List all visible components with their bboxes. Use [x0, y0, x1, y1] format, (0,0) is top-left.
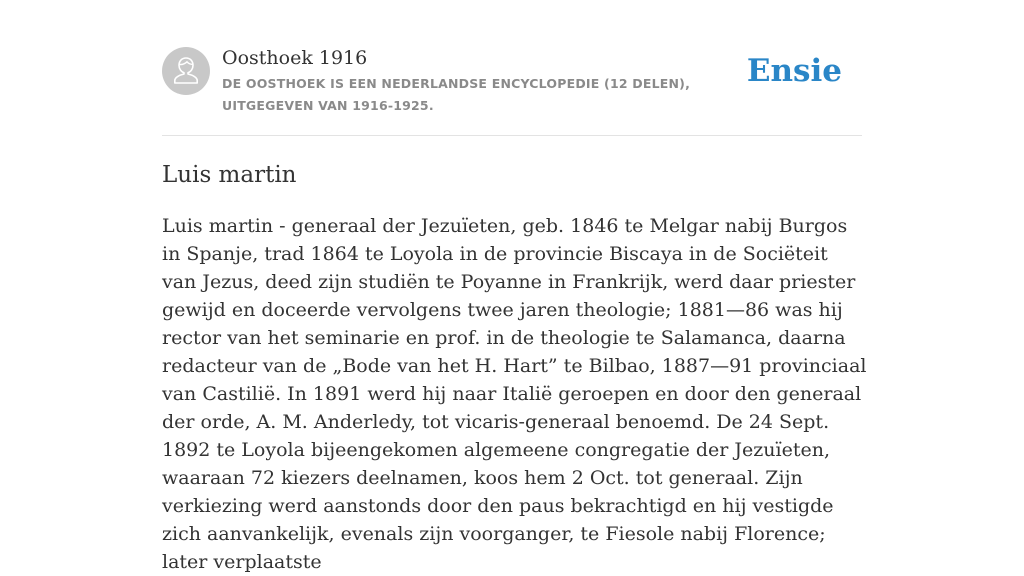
- source-header: [162, 46, 862, 136]
- header-divider: [162, 135, 862, 136]
- page-title: Luis martin: [162, 162, 297, 188]
- user-avatar-icon[interactable]: [162, 47, 210, 95]
- source-description: DE OOSTHOEK IS EEN NEDERLANDSE ENCYCLOPEDIE (12 DELEN), UITGEGEVEN VAN 1916-1925.: [222, 76, 691, 113]
- ensie-logo[interactable]: Ensie: [746, 53, 842, 89]
- article-body: Luis martin - generaal der Jezuïeten, geb. 1846 te Melgar nabij Burgos in Spanje, trad 1864 te Loyola in de provincie Biscaya in de Sociëteit van Jezus, deed zijn studiën te Poyanne in Frankrijk, werd daar priester gewijd en doceerde vervolgens twee jaren theologie; 1881—86 was hij rector van het seminarie en prof. in de theologie te Salamanca, daarna redacteur van de „Bode van het H. Hart” te Bilbao, 1887—91 provinciaal van Castilië. In 1891 werd hij naar Italië geroepen en door den generaal der orde, A. M. Anderledy, tot vicaris-generaal benoemd. De 24 Sept. 1892 te Loyola bijeengekomen algemeene congregatie der Jezuïeten, waaraan 72 kiezers deelnamen, koos hem 2 Oct. tot generaal. Zijn verkiezing werd aanstonds door den paus bekrachtigd en hij vestigde zich aanvankelijk, evenals zijn voorganger, te Fiesole nabij Florence; later verplaatste: [162, 215, 867, 573]
- source-name[interactable]: Oosthoek 1916: [222, 47, 368, 69]
